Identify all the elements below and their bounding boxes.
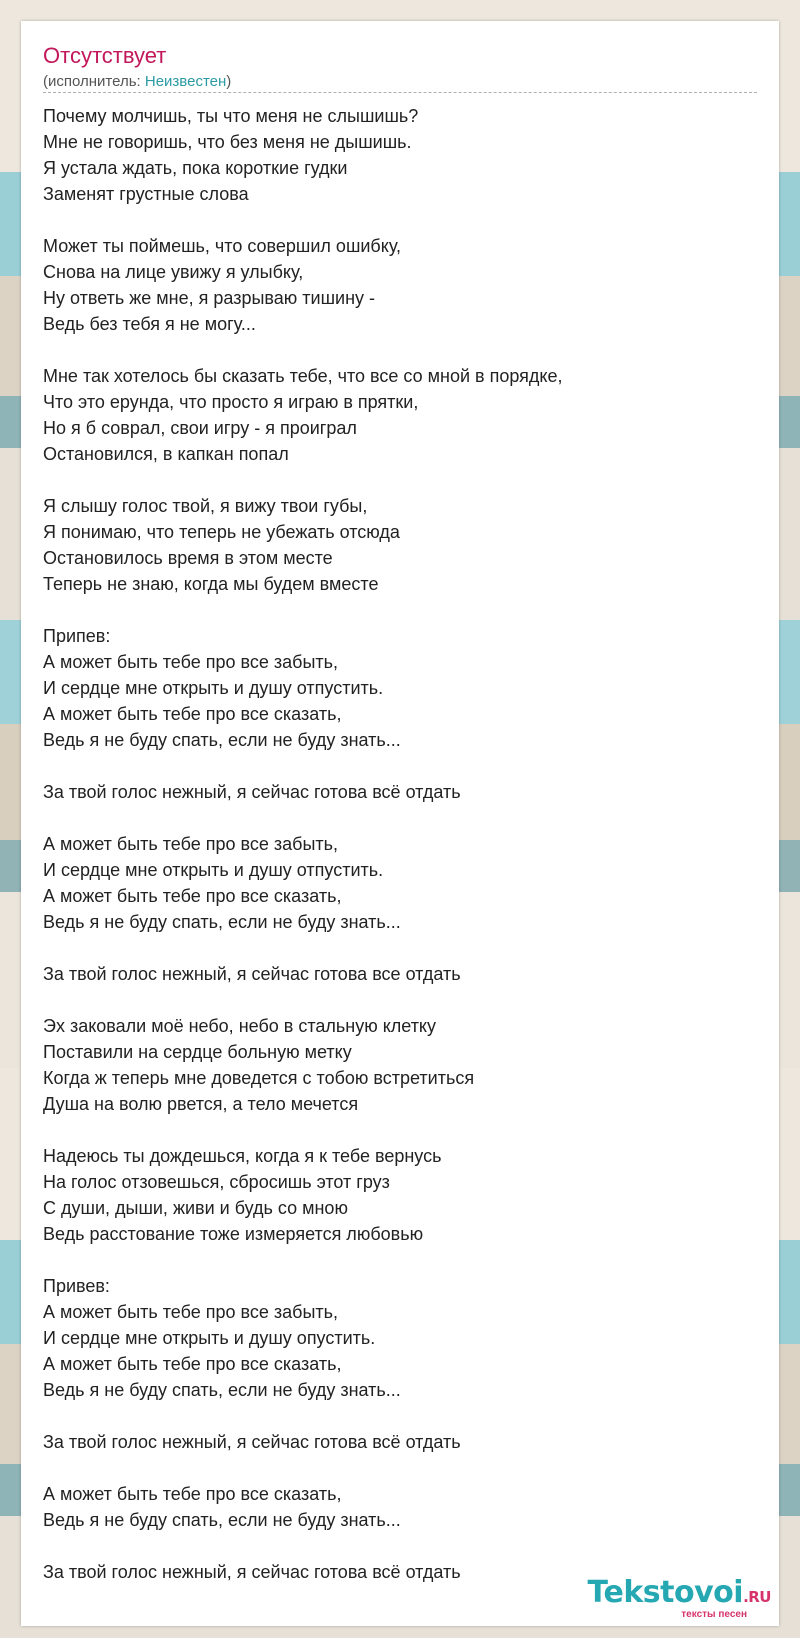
- artist-line: [43, 73, 231, 91]
- lyric-line: Я устала ждать, пока короткие гудки: [43, 158, 348, 178]
- lyric-line: Остановился, в капкан попал: [43, 444, 289, 464]
- lyric-line: И сердце мне открыть и душу опустить.: [43, 1328, 376, 1348]
- lyric-line: На голос отзовешься, сбросишь этот груз: [43, 1172, 390, 1192]
- lyric-line: Ну ответь же мне, я разрываю тишину -: [43, 288, 376, 308]
- lyric-line: Ведь расстование тоже измеряется любовью: [43, 1224, 424, 1244]
- lyric-line: Припев:: [43, 626, 111, 646]
- lyric-line: А может быть тебе про все сказать,: [43, 1354, 342, 1374]
- lyric-line: Ведь я не буду спать, если не буду знать...: [43, 1510, 401, 1530]
- lyric-line: С души, дыши, живи и будь со мною: [43, 1198, 348, 1218]
- lyric-line: За твой голос нежный, я сейчас готова все отдать: [43, 964, 461, 984]
- stanza-gap: [43, 753, 757, 779]
- stanza-gap: [43, 1533, 757, 1559]
- stanza-gap: [43, 1247, 757, 1273]
- lyric-line: А может быть тебе про все сказать,: [43, 704, 342, 724]
- stanza-gap: [43, 1455, 757, 1481]
- lyric-line: Я понимаю, что теперь не убежать отсюда: [43, 522, 400, 542]
- lyric-line: Когда ж теперь мне доведется с тобою встретиться: [43, 1068, 475, 1088]
- lyric-line: Остановилось время в этом месте: [43, 548, 333, 568]
- stanza-gap: [43, 467, 757, 493]
- lyric-line: Эх заковали моё небо, небо в стальную клетку: [43, 1016, 437, 1036]
- lyric-line: За твой голос нежный, я сейчас готова всё отдать: [43, 782, 461, 802]
- lyric-line: Поставили на сердце больную метку: [43, 1042, 352, 1062]
- lyric-line: А может быть тебе про все забыть,: [43, 652, 339, 672]
- lyric-line: А может быть тебе про все сказать,: [43, 886, 342, 906]
- lyric-line: А может быть тебе про все забыть,: [43, 1302, 339, 1322]
- song-title: Отсутствует: [43, 43, 167, 68]
- stanza-gap: [43, 597, 757, 623]
- lyric-line: За твой голос нежный, я сейчас готова всё отдать: [43, 1432, 461, 1452]
- lyric-line: Почему молчишь, ты что меня не слышишь?: [43, 106, 419, 126]
- lyric-line: Ведь я не буду спать, если не буду знать...: [43, 912, 401, 932]
- stanza-gap: [43, 987, 757, 1013]
- stanza-gap: [43, 207, 757, 233]
- logo-tagline: тексты песен: [681, 1609, 747, 1620]
- stanza-gap: [43, 337, 757, 363]
- lyric-line: Что это ерунда, что просто я играю в прятки,: [43, 392, 419, 412]
- lyric-line: Заменят грустные слова: [43, 184, 249, 204]
- stanza-gap: [43, 1117, 757, 1143]
- lyric-line: За твой голос нежный, я сейчас готова всё отдать: [43, 1562, 461, 1582]
- stanza-gap: [43, 805, 757, 831]
- lyric-line: Мне так хотелось бы сказать тебе, что все со мной в порядке,: [43, 366, 563, 386]
- stanza-gap: [43, 935, 757, 961]
- lyric-line: Я слышу голос твой, я вижу твои губы,: [43, 496, 368, 516]
- lyric-line: И сердце мне открыть и душу отпустить.: [43, 678, 384, 698]
- header-divider: [43, 92, 757, 93]
- logo-tld: .RU: [743, 1588, 771, 1606]
- artist-suffix: ): [226, 73, 232, 90]
- artist-link[interactable]: Неизвестен: [144, 73, 227, 90]
- lyrics-body: [43, 103, 757, 1585]
- lyric-line: Мне не говоришь, что без меня не дышишь.: [43, 132, 412, 152]
- lyric-line: Надеюсь ты дождешься, когда я к тебе вернусь: [43, 1146, 442, 1166]
- site-logo[interactable]: [588, 1577, 771, 1620]
- lyric-line: Может ты поймешь, что совершил ошибку,: [43, 236, 402, 256]
- lyrics-card: [21, 21, 779, 1626]
- stanza-gap: [43, 1403, 757, 1429]
- lyric-line: Ведь без тебя я не могу...: [43, 314, 256, 334]
- lyric-line: Но я б соврал, свои игру - я проиграл: [43, 418, 357, 438]
- lyric-line: А может быть тебе про все сказать,: [43, 1484, 342, 1504]
- lyric-line: Ведь я не буду спать, если не буду знать...: [43, 730, 401, 750]
- lyric-line: Теперь не знаю, когда мы будем вместе: [43, 574, 379, 594]
- artist-prefix: (исполнитель:: [43, 73, 145, 90]
- lyric-line: А может быть тебе про все забыть,: [43, 834, 339, 854]
- logo-name: Tekstovoi: [587, 1575, 744, 1610]
- lyric-line: Привев:: [43, 1276, 110, 1296]
- lyric-line: Душа на волю рвется, а тело мечется: [43, 1094, 359, 1114]
- lyric-line: И сердце мне открыть и душу отпустить.: [43, 860, 384, 880]
- lyric-line: Ведь я не буду спать, если не буду знать...: [43, 1380, 401, 1400]
- lyric-line: Снова на лице увижу я улыбку,: [43, 262, 304, 282]
